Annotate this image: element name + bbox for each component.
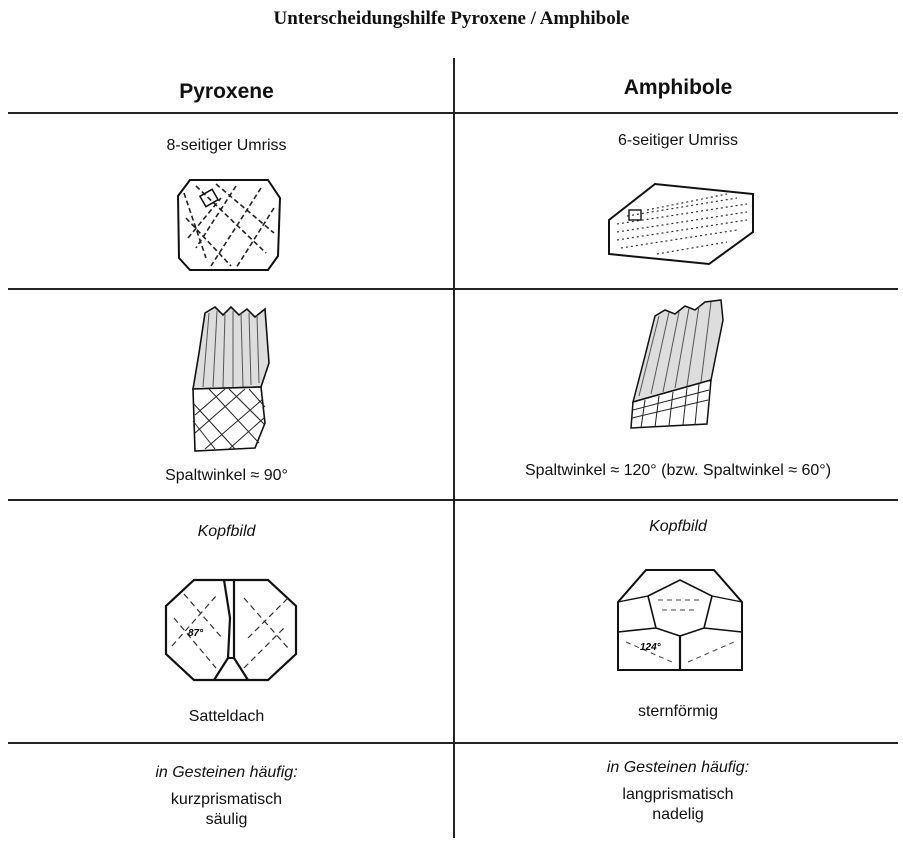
amphibole-outline-caption: 6-seitiger Umriss <box>617 132 738 149</box>
amphibole-habit-line2: nadelig <box>652 806 704 823</box>
pyroxene-habit-line2: säulig <box>205 811 248 828</box>
header-amphibole: Amphibole <box>623 76 733 99</box>
pyroxene-habit-line1: kurzprismatisch <box>170 791 283 808</box>
row-divider-3 <box>8 742 898 744</box>
pyroxene-outline-caption: 8-seitiger Umriss <box>166 137 287 154</box>
amphibole-habit-heading: in Gesteinen häufig: <box>606 759 750 776</box>
amphibole-angle-label: 124° <box>640 642 661 653</box>
amphibole-kopfbild-figure <box>614 566 746 672</box>
pyroxene-kopfbild-caption: Satteldach <box>188 708 265 725</box>
pyroxene-kopfbild-figure <box>164 578 298 682</box>
pyroxene-cleavage-caption: Spaltwinkel ≈ 90° <box>165 467 288 484</box>
header-pyroxene: Pyroxene <box>179 80 274 103</box>
pyroxene-cleavage-prism-figure <box>185 303 275 453</box>
page-title: Unterscheidungshilfe Pyroxene / Amphibole <box>273 8 630 29</box>
pyroxene-kopfbild-heading: Kopfbild <box>197 523 256 540</box>
row-divider-2 <box>8 499 898 501</box>
amphibole-cleavage-caption: Spaltwinkel ≈ 120° (bzw. Spaltwinkel ≈ 60°) <box>524 462 832 479</box>
amphibole-hexagon-section-figure <box>607 180 755 270</box>
amphibole-kopfbild-heading: Kopfbild <box>649 518 707 535</box>
amphibole-habit-line1: langprismatisch <box>622 786 734 803</box>
pyroxene-angle-label: 87° <box>188 628 204 639</box>
column-divider <box>453 58 455 838</box>
amphibole-kopfbild-caption: sternförmig <box>637 703 719 720</box>
amphibole-cleavage-prism-figure <box>625 296 735 436</box>
row-divider-header <box>8 112 898 114</box>
row-divider-1 <box>8 288 898 290</box>
pyroxene-octagon-section-figure <box>176 178 282 273</box>
pyroxene-habit-heading: in Gesteinen häufig: <box>155 764 298 781</box>
